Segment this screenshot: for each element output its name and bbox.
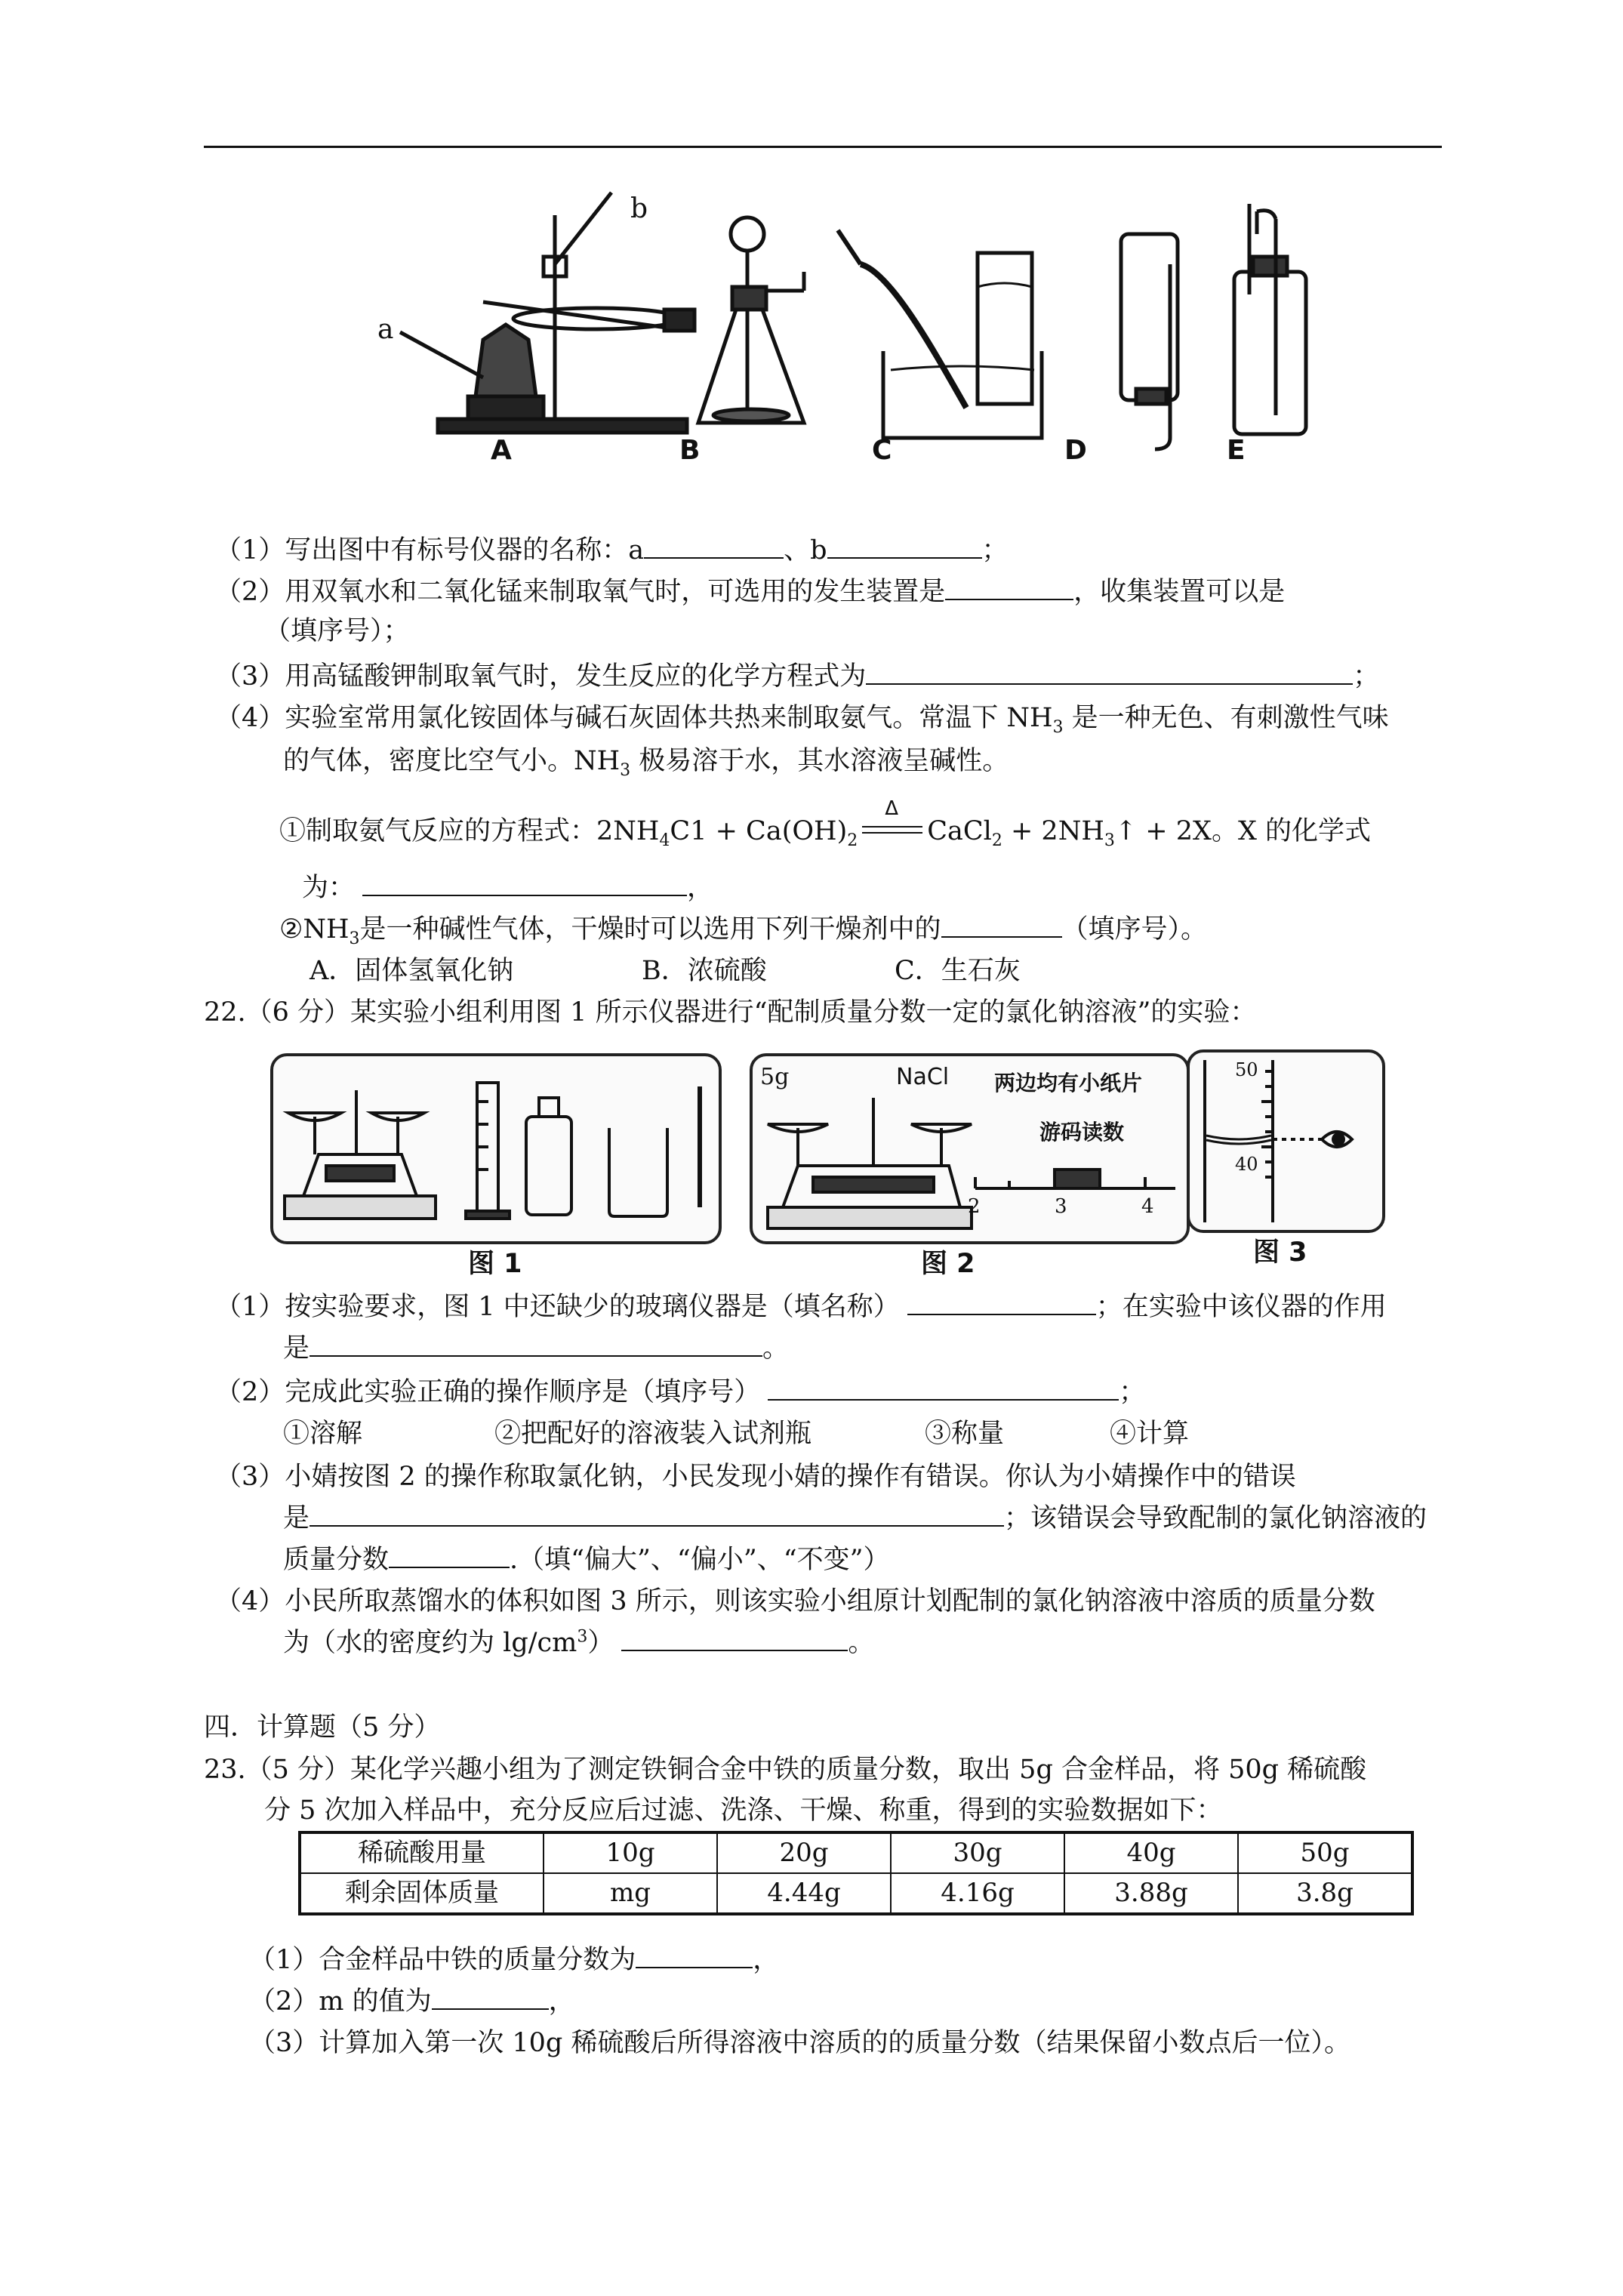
step-4: ④计算 <box>1110 1419 1190 1449</box>
figure-1-frame <box>270 1053 722 1244</box>
q22-part4-line1: （4）小民所取蒸馏水的体积如图 3 所示，则该实验小组原计划配制的氯化钠溶液中溶质的质量分数 <box>215 1586 1375 1616</box>
q22-part3-line3: 质量分数 .（填“偏大”、“偏小”、“不变”） <box>283 1540 890 1580</box>
table-row <box>300 1873 1412 1914</box>
data-table <box>298 1831 1414 1915</box>
q23-part3: （3）计算加入第一次 10g 稀硫酸后所得溶液中溶质的的质量分数（结果保留小数点后一位）。 <box>249 2028 1350 2058</box>
answer-blank-a[interactable] <box>644 532 784 559</box>
answer-blank-iron-fraction[interactable] <box>636 1941 753 1968</box>
q21-part2-line2: （填序号）； <box>264 616 410 646</box>
answer-blank-effect[interactable] <box>389 1541 510 1568</box>
apparatus-drawing <box>370 189 1321 468</box>
q23-part2: （2）m 的值为 ， <box>249 1982 575 2022</box>
q21-options <box>310 951 1021 991</box>
figure-3-drawing <box>1190 1052 1382 1230</box>
scale-tick-2: 2 <box>968 1195 981 1218</box>
weight-label: 5g <box>760 1064 790 1090</box>
answer-blank-error[interactable] <box>310 1499 1004 1527</box>
answer-blank-equation[interactable] <box>866 658 1353 685</box>
q22-part2: （2）完成此实验正确的操作顺序是（填序号） ； <box>215 1373 1145 1413</box>
table-cell: 剩余固体质量 <box>300 1873 544 1914</box>
q22-part1-line1: （1）按实验要求，图 1 中还缺少的玻璃仪器是（填名称） ；在实验中该仪器的作用 <box>215 1287 1387 1327</box>
figure-1-drawing <box>273 1056 719 1241</box>
figure-2-frame <box>750 1053 1190 1244</box>
answer-blank-instrument-role[interactable] <box>310 1330 762 1357</box>
label-C: C <box>872 435 892 466</box>
heating-arrow <box>862 797 922 844</box>
table-cell: 4.44g <box>717 1873 891 1914</box>
answer-blank-order[interactable] <box>768 1373 1119 1401</box>
label-D: D <box>1064 435 1087 466</box>
step-1: ①溶解 <box>283 1419 363 1449</box>
q21-part4-line1: （4）实验室常用氯化铵固体与碱石灰固体共热来制取氨气。常温下 $NH_3$ 是一种无色、有刺激性气味 <box>215 703 1389 737</box>
answer-blank-m[interactable] <box>432 1983 549 2010</box>
q22-title: 22.（6 分）某实验小组利用图 1 所示仪器进行“配制质量分数一定的氯化钠溶液”的实验： <box>204 997 1257 1028</box>
table-cell: 4.16g <box>891 1873 1064 1914</box>
q23-part1: （1）合金样品中铁的质量分数为 ， <box>249 1940 779 1980</box>
answer-blank-generator[interactable] <box>945 573 1073 600</box>
q23-line2: 分 5 次加入样品中，充分反应后过滤、洗涤、干燥、称重，得到的实验数据如下： <box>264 1795 1223 1826</box>
header-rule <box>204 146 1442 148</box>
table-cell: 10g <box>544 1832 717 1873</box>
q22-part3-line2: 是 ；该错误会导致配制的氯化钠溶液的 <box>283 1499 1427 1539</box>
table-cell: 30g <box>891 1832 1064 1873</box>
table-cell: 3.8g <box>1238 1873 1412 1914</box>
option-b: B．浓硫酸 <box>642 956 767 986</box>
rider-note: 游码读数 <box>1039 1120 1125 1145</box>
q22-part4-line2: 为（水的密度约为 $\lg/cm^3$） 。 <box>283 1623 874 1663</box>
q21-part2-line1: （2）用双氧水和二氧化锰来制取氧气时，可选用的发生装置是 ，收集装置可以是 <box>215 572 1285 612</box>
q23-line1: 23.（5 分）某化学兴趣小组为了测定铁铜合金中铁的质量分数，取出 5g 合金样品，将 50g 稀硫酸 <box>204 1755 1367 1785</box>
q22-steps <box>283 1414 1190 1454</box>
table-cell: 50g <box>1238 1832 1412 1873</box>
table-cell: 稀硫酸用量 <box>300 1832 544 1873</box>
table-cell: 20g <box>717 1832 891 1873</box>
q22-part1-line2: 是 。 <box>283 1329 789 1369</box>
apparatus-figure <box>370 189 1321 468</box>
figure-3-frame <box>1187 1049 1385 1233</box>
paper-note: 两边均有小纸片 <box>994 1071 1143 1096</box>
table-cell: mg <box>544 1873 717 1914</box>
label-a: a <box>377 314 394 345</box>
table-row <box>300 1832 1412 1873</box>
scale-tick-3: 3 <box>1055 1195 1067 1218</box>
step-2: ②把配好的溶液装入试剂瓶 <box>494 1419 812 1449</box>
table-cell: 3.88g <box>1064 1873 1238 1914</box>
delta-symbol: Δ <box>885 797 899 820</box>
label-b: b <box>630 193 648 224</box>
q21-equation-line: ①制取氨气反应的方程式：$2NH_4C1 + Ca(OH)_2$ Δ CaCl$_2$ + $2NH_3↑ + 2X$。X 的化学式 <box>279 812 1371 852</box>
label-E: E <box>1227 435 1246 466</box>
q22-part3-line1: （3）小婧按图 2 的操作称取氯化钠，小民发现小婧的操作有错误。你认为小婧操作中的错误 <box>215 1462 1296 1492</box>
figure-3-caption: 图 3 <box>1253 1237 1307 1268</box>
answer-blank-dryer[interactable] <box>941 911 1062 938</box>
q21-dryer-question: $②NH_3$是一种碱性气体，干燥时可以选用下列干燥剂中的 （填序号）。 <box>279 910 1207 950</box>
scale-tick-4: 4 <box>1141 1195 1154 1218</box>
figure-1-caption: 图 1 <box>468 1249 522 1279</box>
option-a: A．固体氢氧化钠 <box>310 956 514 986</box>
cylinder-tick-50: 50 <box>1235 1059 1258 1080</box>
table-cell: 40g <box>1064 1832 1238 1873</box>
answer-blank-x-formula[interactable] <box>362 869 687 896</box>
answer-blank-fraction[interactable] <box>621 1624 848 1651</box>
figure-2-caption: 图 2 <box>921 1249 975 1279</box>
q21-part1: （1）写出图中有标号仪器的名称：a 、b ； <box>215 531 1009 571</box>
label-B: B <box>679 435 701 466</box>
section-4-heading: 四．计算题（5 分） <box>204 1712 441 1743</box>
answer-blank-instrument[interactable] <box>907 1288 1096 1315</box>
step-3: ③称量 <box>925 1419 1005 1449</box>
q21-part4-line2: 的气体，密度比空气小。$NH_3$ 极易溶于水，其水溶液呈碱性。 <box>283 746 1009 780</box>
answer-blank-b[interactable] <box>827 532 982 559</box>
label-A: A <box>491 435 512 466</box>
q21-part3: （3）用高锰酸钾制取氧气时，发生反应的化学方程式为 ； <box>215 657 1379 697</box>
q21-formula-answer: 为： ， <box>302 868 713 908</box>
cylinder-tick-40: 40 <box>1235 1154 1258 1175</box>
nacl-label: NaCl <box>896 1064 950 1090</box>
option-c: C．生石灰 <box>895 956 1021 986</box>
